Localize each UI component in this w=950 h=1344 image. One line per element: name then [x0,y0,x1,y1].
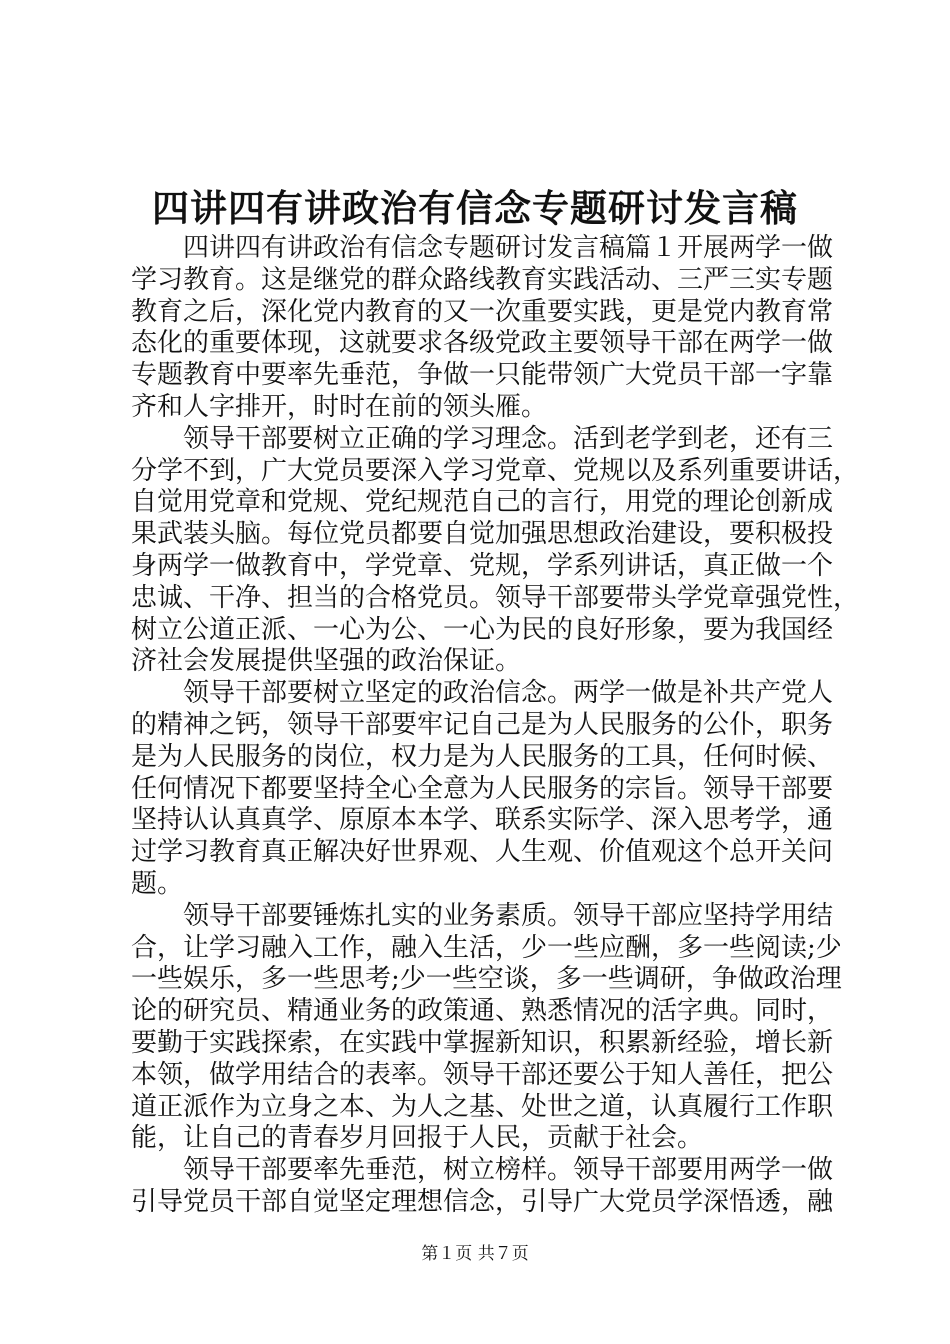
text-line: 济社会发展提供坚强的政治保证。 [131,646,522,677]
text-line: 坚持认认真真学、原原本本学、联系实际学、深入思考学，通 [131,805,834,836]
text-line: 本领，做学用结合的表率。领导干部还要公于知人善任，把公 [131,1059,834,1090]
text-line: 专题教育中要率先垂范，争做一只能带领广大党员干部一字靠 [131,360,834,391]
paragraph [131,233,834,424]
text-line: 学习教育。这是继党的群众路线教育实践活动、三严三实专题 [131,264,834,295]
text-line: 领导干部要树立坚定的政治信念。两学一做是补共产党人 [183,678,834,709]
text-line: 论的研究员、精通业务的政策通、熟悉情况的活字典。同时， [131,996,834,1027]
text-line: 的精神之钙，领导干部要牢记自己是为人民服务的公仆，职务 [131,709,834,740]
text-line: 过学习教育真正解决好世界观、人生观、价值观这个总开关问 [131,837,834,868]
text-line: 身两学一做教育中，学党章、党规，学系列讲话，真正做一个 [131,550,834,581]
text-line: 领导干部要锤炼扎实的业务素质。领导干部应坚持学用结 [183,900,834,931]
text-line: 教育之后，深化党内教育的又一次重要实践，更是党内教育常 [131,296,834,327]
text-line: 态化的重要体现，这就要求各级党政主要领导干部在两学一做 [131,328,834,359]
text-line: 忠诚、干净、担当的合格党员。领导干部要带头学党章强党性， [131,582,860,613]
text-line: 领导干部要率先垂范，树立榜样。领导干部要用两学一做 [183,1155,834,1186]
text-line: 四讲四有讲政治有信念专题研讨发言稿篇１开展两学一做 [183,233,834,263]
text-line: 领导干部要树立正确的学习理念。活到老学到老，还有三 [183,423,834,454]
text-line: 果武装头脑。每位党员都要自觉加强思想政治建设，要积极投 [131,519,834,550]
paragraph [131,423,860,678]
document-body [131,233,860,1219]
document-title: 四讲四有讲政治有信念专题研讨发言稿 [152,186,798,230]
text-line: 引导党员干部自觉坚定理想信念，引导广大党员学深悟透，融 [131,1186,834,1217]
text-line: 自觉用党章和党规、党纪规范自己的言行，用党的理论创新成 [131,487,834,518]
page-footer: 第１页 共７页 [421,1244,529,1264]
text-line: 道正派作为立身之本、为人之基、处世之道，认真履行工作职 [131,1091,834,1122]
text-line: 任何情况下都要坚持全心全意为人民服务的宗旨。领导干部要 [131,773,834,804]
text-line: 题。 [131,868,184,899]
text-line: 树立公道正派、一心为公、一心为民的良好形象，要为我国经 [131,614,834,645]
paragraph [131,900,842,1155]
text-line: 要勤于实践探索，在实践中掌握新知识，积累新经验，增长新 [131,1027,834,1058]
text-line: 是为人民服务的岗位，权力是为人民服务的工具，任何时候、 [131,741,834,772]
text-line: 齐和人字排开，时时在前的领头雁。 [131,391,548,422]
paragraph [131,1155,834,1219]
text-line: 一些娱乐，多一些思考;少一些空谈，多一些调研，争做政治理 [131,964,842,995]
text-line: 能，让自己的青春岁月回报于人民，贡献于社会。 [131,1123,704,1154]
paragraph [131,678,834,901]
text-line: 合，让学习融入工作，融入生活，少一些应酬，多一些阅读;少 [131,932,842,963]
text-line: 分学不到，广大党员要深入学习党章、党规以及系列重要讲话， [131,455,860,486]
